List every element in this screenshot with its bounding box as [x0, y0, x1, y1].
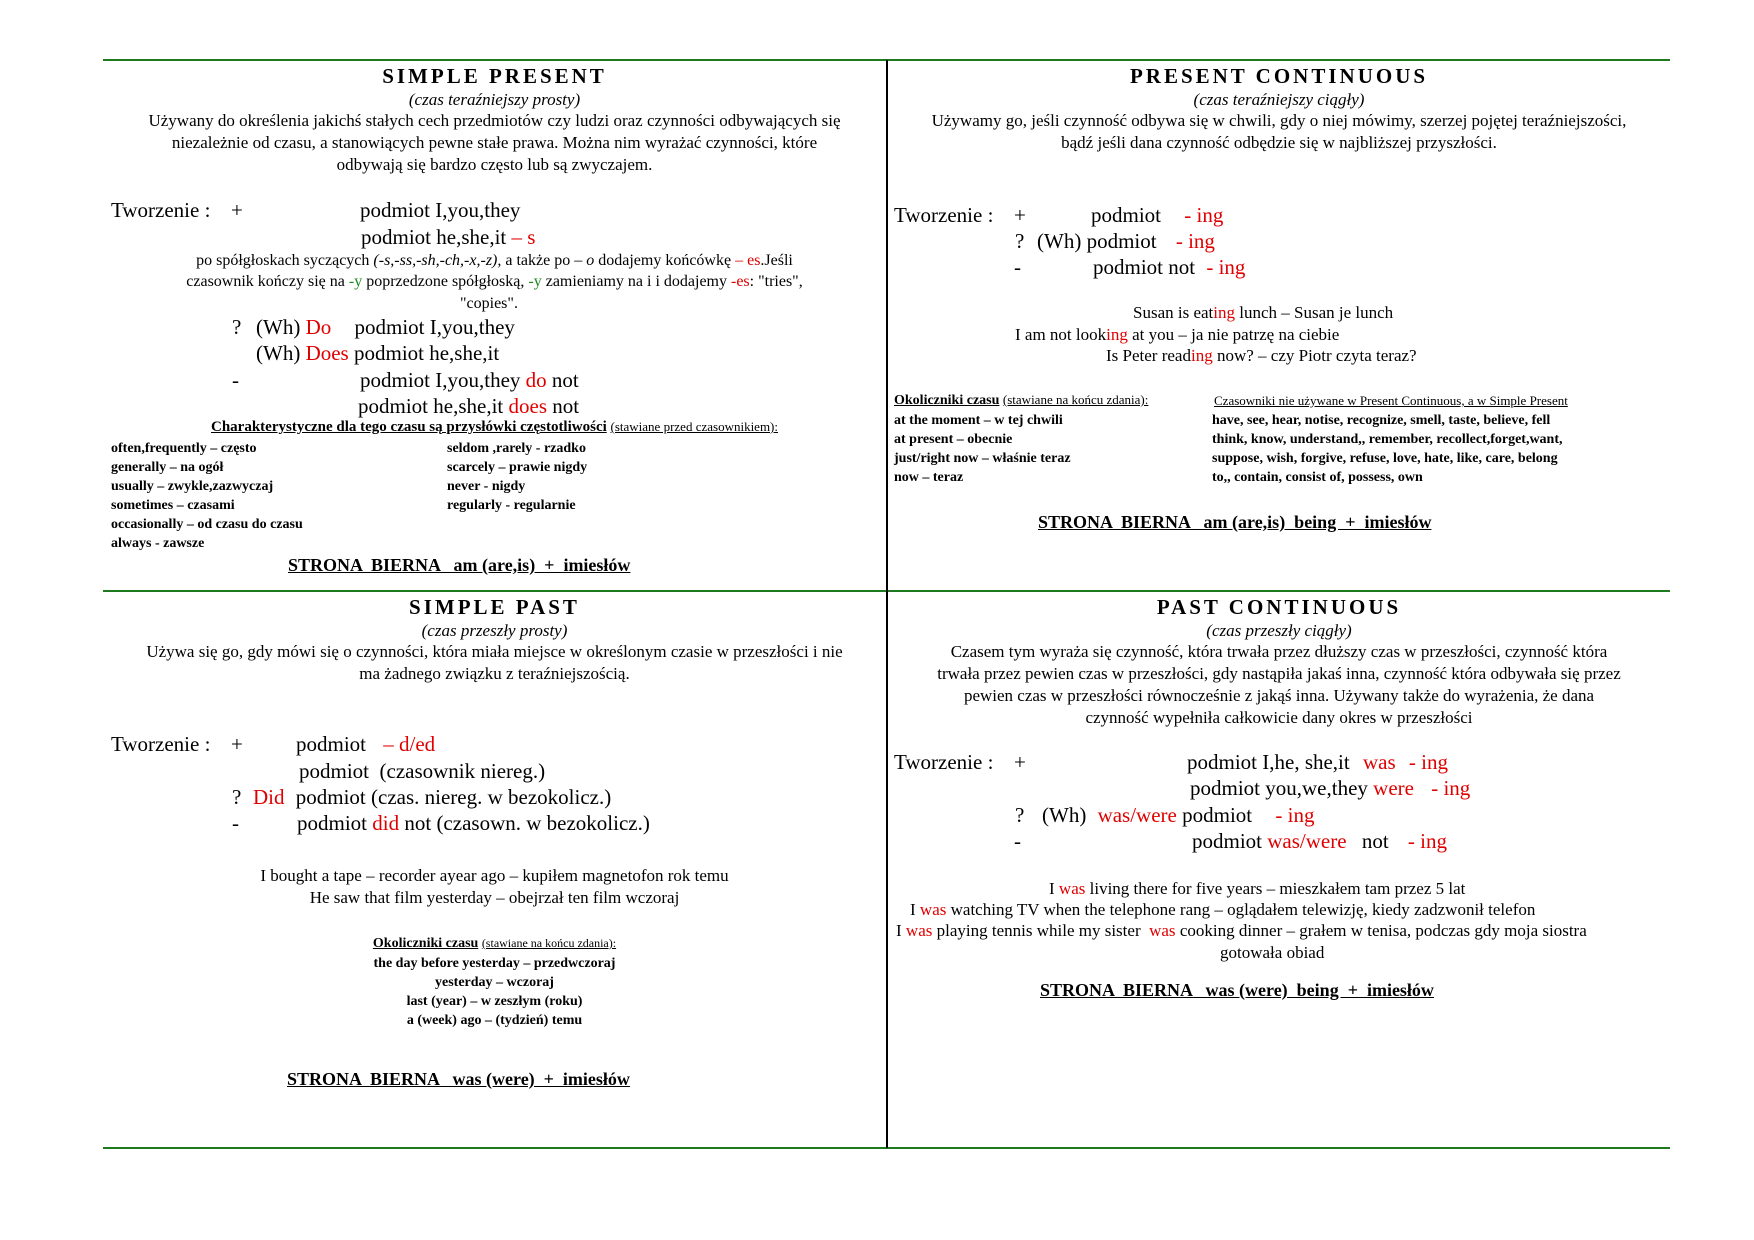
example-text: at you – ja nie patrzę na ciebie: [1127, 325, 1340, 344]
question-rest: podmiot (czas. niereg. w bezokolicz.): [295, 785, 612, 809]
verb-line: think, know, understand,, remember, recollect,forget,want,: [1212, 432, 1563, 447]
subject: podmiot: [1091, 203, 1162, 227]
adverb-item: at the moment – w tej chwili: [894, 413, 1063, 428]
past-continuous-desc-2: trwała przez pewien czas w przeszłości, gdy nastąpiła jakaś inna, czynność która odbywała się przez: [937, 664, 1621, 683]
simple-past-passive: STRONA BIERNA was (were) + imiesłów: [287, 1069, 630, 1089]
simple-present-rule-2: [103, 272, 886, 291]
past-continuous-formation-label: Tworzenie :: [894, 750, 994, 774]
simple-present-adverbs-left: [111, 439, 303, 553]
wh: (Wh): [1042, 803, 1087, 827]
example-text: playing tennis while my sister: [932, 921, 1150, 940]
ing-suffix: - ing: [1408, 750, 1448, 774]
simple-past-title: SIMPLE PAST: [409, 595, 580, 619]
was-highlight: was: [905, 921, 933, 940]
past-continuous-example-3: [896, 920, 1587, 942]
present-continuous-desc-2: bądź jeśli dana czynność odbędzie się w najbliższej przyszłości.: [1061, 133, 1497, 152]
subject-plural: podmiot you,we,they: [1190, 776, 1368, 800]
negation-rest: not (czasown. w bezokolicz.): [404, 811, 650, 835]
rule-1d: o: [586, 252, 595, 269]
simple-present-desc-1: Używany do określenia jakichś stałych cech przedmiotów czy ludzi oraz czynności odbywających się: [148, 111, 841, 130]
simple-past-subtitle: (czas przeszły prosty): [421, 621, 568, 640]
adverbs-note: (stawiane przed czasownikiem):: [610, 419, 778, 434]
simple-past-aff-irregular: podmiot (czasownik niereg.): [299, 759, 546, 783]
were-aux: were: [1373, 776, 1414, 800]
subject: podmiot: [1182, 803, 1253, 827]
subject: podmiot: [296, 732, 367, 756]
did-aux: did: [372, 811, 400, 835]
adverb-item: regularly - regularnie: [447, 498, 576, 513]
past-continuous-q: [1042, 805, 1314, 826]
simple-past-desc-2: ma żadnego związku z teraźniejszością.: [359, 664, 630, 683]
simple-present-aff-singular: [361, 227, 535, 248]
not: not: [551, 368, 579, 392]
past-continuous-title: PAST CONTINUOUS: [1156, 595, 1402, 619]
example-text: watching TV when the telephone rang – oglądałem telewizję, kiedy zadzwonił telefon: [946, 900, 1536, 919]
adverbs-heading: Charakterystyczne dla tego czasu są przysłówki częstotliwości: [211, 419, 607, 435]
rule-1a: po spółgłoskach syczących: [196, 252, 370, 269]
was-aux: was: [1362, 750, 1396, 774]
example-text: I: [896, 921, 906, 940]
rule-2d: -y: [528, 273, 542, 290]
present-continuous-minus: -: [1014, 255, 1021, 279]
example-text: living there for five years – mieszkałem tam przez 5 lat: [1085, 879, 1466, 898]
not: not: [552, 394, 580, 418]
present-continuous-neg: [1093, 257, 1245, 278]
adverb-item: just/right now – właśnie teraz: [894, 451, 1071, 466]
rule-1b: (-s,-ss,-sh,-ch,-x,-z),: [373, 252, 502, 269]
rule-2f: -es: [731, 273, 750, 290]
simple-past-adverb-1: the day before yesterday – przedwczoraj: [373, 956, 616, 971]
past-continuous-desc-1: Czasem tym wyraża się czynność, która trwała przez dłuższy czas w przeszłości, czynność która: [950, 642, 1608, 661]
was-were-aux: was/were: [1267, 829, 1347, 853]
simple-past-aff-regular: [296, 734, 435, 755]
past-continuous-minus: -: [1014, 829, 1021, 853]
was-highlight: was: [1058, 879, 1086, 898]
simple-present-aff-plural: podmiot I,you,they: [360, 198, 521, 222]
verb-line: suppose, wish, forgive, refuse, love, hate, like, care, belong: [1212, 451, 1558, 466]
present-continuous-formation-label: Tworzenie :: [894, 203, 994, 227]
d-ed-suffix: – d/ed: [383, 732, 436, 756]
present-continuous-adverbs: [894, 411, 1071, 487]
present-continuous-example-3: [1106, 345, 1417, 367]
past-continuous-aff-1: [1187, 752, 1448, 773]
present-continuous-example-1: [1133, 302, 1393, 324]
subject: podmiot: [1192, 829, 1263, 853]
adverb-item: sometimes – czasami: [111, 498, 235, 513]
simple-present-desc-3: odbywają się bardzo często lub są zwyczajem.: [336, 155, 653, 174]
simple-present-subtitle: (czas teraźniejszy prosty): [408, 90, 581, 109]
adverbs-note: (stawiane na końcu zdania):: [1002, 392, 1149, 407]
simple-past-adverbs-heading: [103, 937, 886, 951]
ing-highlight: ing: [1213, 303, 1236, 322]
rule-2b: -y: [348, 273, 363, 290]
was-highlight: was: [1149, 921, 1176, 940]
simple-present-adverbs-heading: [103, 420, 886, 435]
present-continuous-passive: STRONA BIERNA am (are,is) being + imiesłów: [1038, 512, 1432, 532]
subject-singular: podmiot I,he, she,it: [1187, 750, 1350, 774]
did-aux: Did: [253, 785, 285, 809]
simple-present-rule-1: [103, 251, 886, 270]
past-continuous-aff-2: [1190, 778, 1470, 799]
rule-1c: a także po –: [505, 252, 583, 269]
adverb-item: generally – na ogół: [111, 460, 224, 475]
verb-line: to,, contain, consist of, possess, own: [1212, 470, 1423, 485]
simple-present-passive: STRONA BIERNA am (are,is) + imiesłów: [288, 555, 631, 575]
past-continuous-q-mark: ?: [1015, 803, 1025, 827]
simple-present-minus: -: [232, 368, 239, 392]
simple-past-section: [103, 592, 886, 1147]
subject-plural: podmiot I,you,they: [354, 315, 515, 339]
adverbs-note: (stawiane na końcu zdania):: [481, 936, 617, 950]
simple-present-adverbs-right: [447, 439, 587, 515]
past-continuous-example-3-cont: gotowała obiad: [1220, 943, 1325, 962]
adverb-item: now – teraz: [894, 470, 964, 485]
adverb-item: scarcely – prawie nigdy: [447, 460, 588, 475]
adverbs-heading: Okoliczniki czasu: [894, 393, 1000, 408]
example-text: now? – czy Piotr czyta teraz?: [1212, 346, 1417, 365]
present-continuous-q: [1037, 231, 1215, 252]
s-suffix: – s: [511, 225, 536, 249]
subject: podmiot: [297, 811, 368, 835]
example-text: I: [1049, 879, 1059, 898]
adverb-item: occasionally – od czasu do czasu: [111, 517, 303, 532]
wh: (Wh): [256, 315, 301, 339]
present-continuous-verbs: [1212, 411, 1563, 487]
past-continuous-example-1: [1049, 878, 1465, 900]
subject: podmiot: [1086, 229, 1157, 253]
example-text: I am not look: [1015, 325, 1107, 344]
does-aux: Does: [305, 341, 349, 365]
adverb-item: never - nigdy: [447, 479, 526, 494]
simple-past-minus: -: [232, 811, 239, 835]
verb-line: have, see, hear, notise, recognize, smell, taste, believe, fell: [1212, 413, 1551, 428]
present-continuous-title: PRESENT CONTINUOUS: [1129, 64, 1429, 88]
simple-past-formation-label: Tworzenie :: [111, 732, 211, 756]
was-were-aux: was/were: [1097, 803, 1177, 827]
simple-present-section: [103, 60, 886, 590]
past-continuous-desc-3: pewien czas w przeszłości równocześnie z jakąś inna. Używany także do wyrażenia, że dana: [963, 686, 1595, 705]
past-continuous-plus: +: [1014, 750, 1026, 774]
simple-past-example-2: He saw that film yesterday – obejrzał ten film wczoraj: [309, 888, 680, 907]
present-continuous-subtitle: (czas teraźniejszy ciągły): [1193, 90, 1365, 109]
simple-present-neg-2: [358, 396, 579, 417]
rule-2c: poprzedzone spółgłoską,: [366, 273, 525, 290]
subject: podmiot: [1093, 255, 1164, 279]
subject-singular: podmiot he,she,it: [361, 225, 507, 249]
simple-past-adverb-3: last (year) – w zeszłym (roku): [406, 994, 583, 1009]
present-continuous-aff: [1091, 205, 1223, 226]
past-continuous-desc-4: czynność wypełniła całkowicie dany okres w przeszłości: [1085, 708, 1473, 727]
adverb-item: often,frequently – często: [111, 441, 257, 456]
example-text: cooking dinner – grałem w tenisa, podczas gdy moja siostra: [1175, 921, 1587, 940]
present-continuous-example-2: [1015, 324, 1339, 346]
present-continuous-section: [888, 60, 1670, 590]
simple-present-desc-2: niezależnie od czasu, a stanowiących pewne stałe prawa. Można nim wyrażać czynności, które: [171, 133, 818, 152]
simple-present-neg-1: [360, 370, 579, 391]
present-continuous-q-mark: ?: [1015, 229, 1025, 253]
adverb-item: usually – zwykle,zazwyczaj: [111, 479, 274, 494]
simple-present-q-mark: ?: [232, 315, 242, 339]
simple-past-adverb-2: yesterday – wczoraj: [435, 975, 554, 990]
ing-highlight: ing: [1106, 325, 1128, 344]
past-continuous-neg: [1192, 831, 1447, 852]
past-continuous-section: [888, 592, 1670, 1147]
simple-present-rule-3: "copies".: [460, 295, 518, 312]
do-aux: Do: [305, 315, 332, 339]
do-aux: do: [525, 368, 547, 392]
adverb-item: at present – obecnie: [894, 432, 1013, 447]
past-continuous-subtitle: (czas przeszły ciągły): [1206, 621, 1352, 640]
adverb-item: seldom ,rarely - rzadko: [447, 441, 586, 456]
wh: (Wh): [1037, 229, 1082, 253]
does-aux: does: [508, 394, 547, 418]
ing-suffix: - ing: [1206, 255, 1246, 279]
example-text: Susan is eat: [1133, 303, 1214, 322]
rule-2g: : "tries",: [749, 273, 803, 290]
adverbs-heading: Okoliczniki czasu: [372, 936, 479, 951]
simple-past-q-mark: ?: [232, 785, 242, 809]
simple-present-q-1: [256, 317, 515, 338]
simple-present-title: SIMPLE PRESENT: [382, 64, 607, 88]
adverb-item: always - zawsze: [111, 536, 205, 551]
past-continuous-example-2: [910, 899, 1535, 921]
simple-past-plus: +: [231, 732, 243, 756]
rule-2a: czasownik kończy się na: [186, 273, 345, 290]
ing-suffix: - ing: [1431, 776, 1471, 800]
simple-past-example-1: I bought a tape – recorder ayear ago – kupiłem magnetofon rok temu: [260, 866, 729, 885]
rule-1f: – es: [735, 252, 761, 269]
example-text: Is Peter read: [1106, 346, 1191, 365]
subject-singular: podmiot he,she,it: [358, 394, 504, 418]
ing-suffix: - ing: [1184, 203, 1224, 227]
simple-past-q: [253, 787, 611, 808]
subject-plural: podmiot I,you,they: [360, 368, 521, 392]
past-continuous-passive: STRONA BIERNA was (were) being + imiesłów: [1040, 980, 1434, 1000]
was-highlight: was: [919, 900, 947, 919]
rule-2e: zamieniamy na i i dodajemy: [545, 273, 727, 290]
example-text: lunch – Susan je lunch: [1235, 303, 1394, 322]
simple-present-formation-label: Tworzenie :: [111, 198, 211, 222]
present-continuous-verbs-heading: Czasowniki nie używane w Present Continuous, a w Simple Present: [1214, 393, 1568, 408]
present-continuous-plus: +: [1014, 203, 1026, 227]
rule-1g: .Jeśli: [760, 252, 793, 269]
example-text: I: [910, 900, 920, 919]
simple-past-neg: [297, 813, 650, 834]
not: not: [1168, 255, 1196, 279]
wh: (Wh): [256, 341, 301, 365]
ing-highlight: ing: [1190, 346, 1213, 365]
ing-suffix: - ing: [1175, 229, 1215, 253]
not: not: [1361, 829, 1389, 853]
simple-past-adverb-4: a (week) ago – (tydzień) temu: [406, 1013, 583, 1028]
ing-suffix: - ing: [1407, 829, 1447, 853]
subject-singular: podmiot he,she,it: [353, 341, 500, 365]
rule-1e: dodajemy końcówkę: [598, 252, 732, 269]
present-continuous-adverbs-heading: [894, 393, 1148, 408]
simple-present-plus: +: [231, 198, 243, 222]
simple-present-q-2: [256, 343, 499, 364]
ing-suffix: - ing: [1275, 803, 1315, 827]
simple-past-desc-1: Używa się go, gdy mówi się o czynności, która miała miejsce w określonym czasie w przeszłości i nie: [146, 642, 843, 661]
present-continuous-desc-1: Używamy go, jeśli czynność odbywa się w chwili, gdy o niej mówimy, szerzej pojętej teraźniejszości,: [931, 111, 1627, 130]
